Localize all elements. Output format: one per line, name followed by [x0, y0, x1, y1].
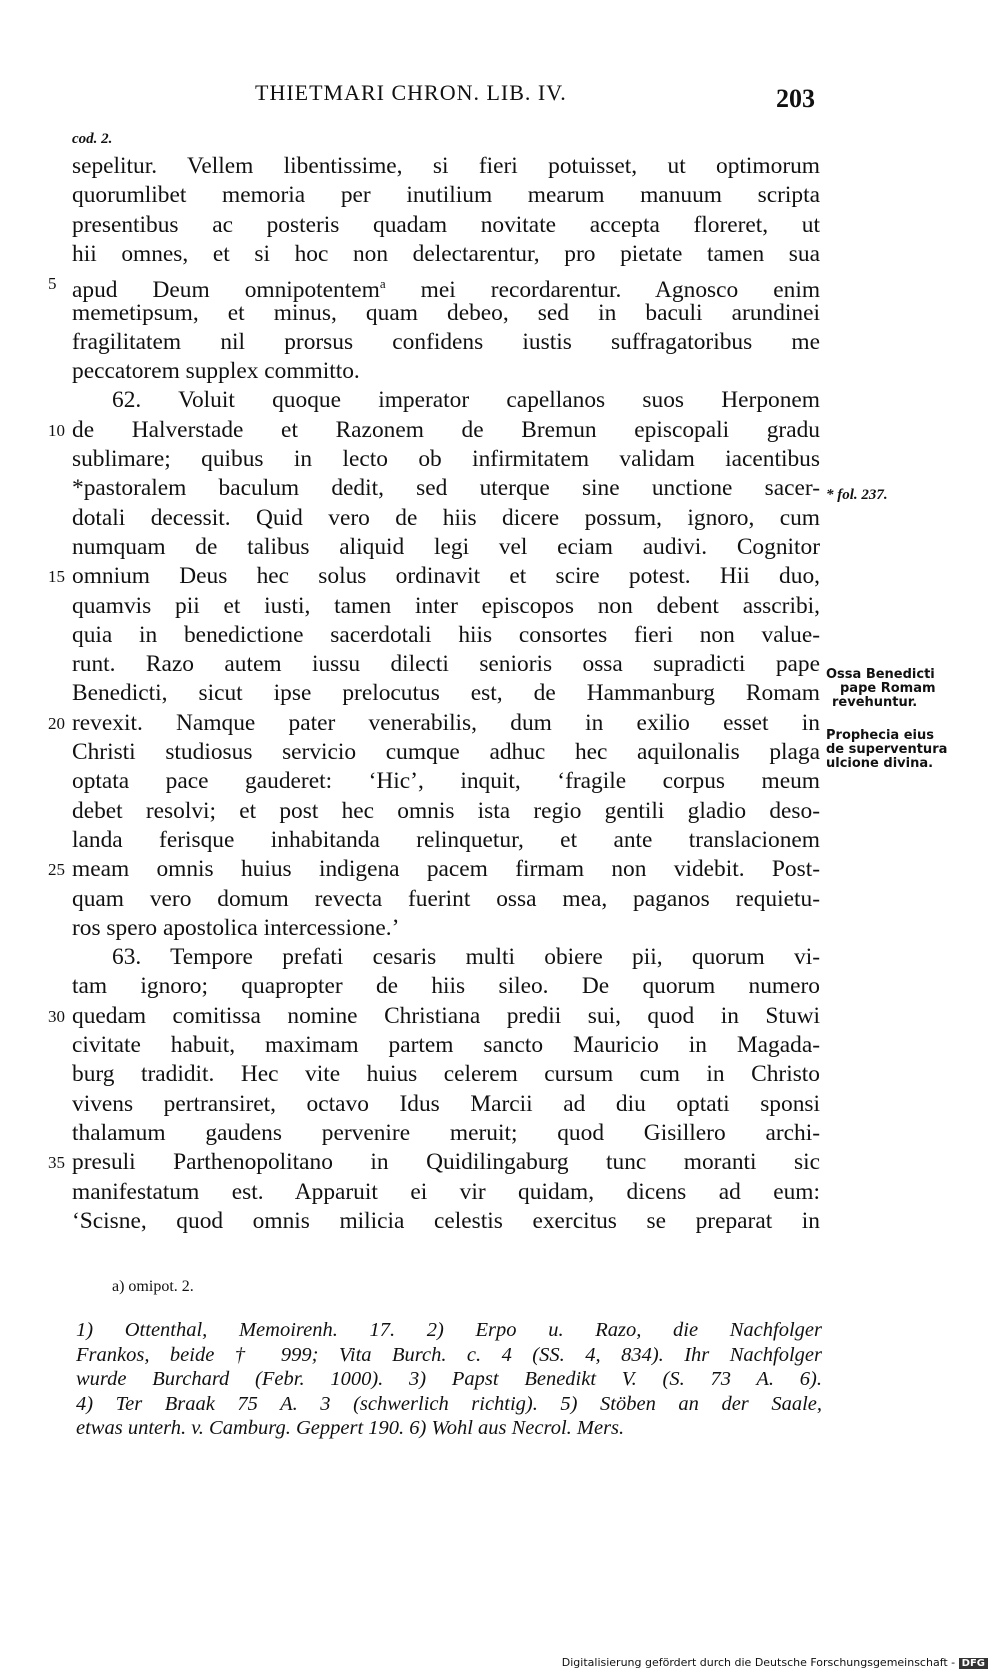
text-line: meam omnis huius indigena pacem firmam non videbit. Post- — [72, 856, 820, 883]
footnote-marker: a — [379, 276, 386, 292]
line-number: 20 — [48, 713, 65, 733]
text-line: presuli Parthenopolitano in Quidilingaburg tunc moranti sic — [72, 1149, 820, 1176]
folio-note: * fol. 237. — [826, 487, 888, 503]
text-line: dotali decessit. Quid vero de hiis dicere possum, ignoro, cum — [72, 504, 820, 531]
text-line: ros spero apostolica intercessione.’ — [72, 914, 400, 941]
text-line: landa ferisque inhabitanda relinquetur, et ante translacionem — [72, 826, 820, 853]
dfg-logo: DFG — [959, 1658, 988, 1669]
footnote-line: Frankos, beide † 999; Vita Burch. c. 4 (SS. 4, 834). Ihr Nachfolger — [76, 1343, 822, 1366]
footnote-line: 4) Ter Braak 75 A. 3 (schwerlich richtig). 5) Stöben an der Saale, — [76, 1392, 822, 1415]
line-number: 10 — [48, 420, 65, 440]
text-line: optata pace gauderet: ‘Hic’, inquit, ‘fragile corpus meum — [72, 768, 820, 795]
text-line: sublimare; quibus in lecto ob infirmitatem validam iacentibus — [72, 446, 820, 472]
apparatus-note: a) omipot. 2. — [112, 1278, 194, 1295]
text-line: omnium Deus hec solus ordinavit et scire potest. Hii duo, — [72, 563, 820, 590]
text-line: Benedicti, sicut ipse prelocutus est, de Hammanburg Romam — [72, 680, 820, 707]
running-title: THIETMARI CHRON. LIB. IV. — [255, 80, 567, 105]
footnotes — [76, 1318, 822, 1441]
text-line: memetipsum, et minus, quam debeo, sed in baculi arundinei — [72, 299, 820, 326]
line-number: 30 — [48, 1006, 65, 1026]
text-line: *pastoralem baculum dedit, sed uterque sine unctione sacer- — [72, 475, 820, 502]
text-line: peccatorem supplex committo. — [72, 358, 360, 385]
text-line: sepelitur. Vellem libentissime, si fieri potuisset, ut optimorum — [72, 153, 820, 179]
line-number: 35 — [48, 1153, 65, 1173]
text-line: hii omnes, et si hoc non delectarentur, pro pietate tamen sua — [72, 240, 820, 267]
text-line: revexit. Namque pater venerabilis, dum in exilio esset in — [72, 709, 820, 736]
text-line: de Halverstade et Razonem de Bremun episcopali gradu — [72, 416, 820, 443]
text-line: thalamum gaudens pervenire meruit; quod Gisillero archi- — [72, 1119, 820, 1146]
text-line: numquam de talibus aliquid legi vel eciam audivi. Cognitor — [72, 533, 820, 560]
text-line: apud Deum omnipotentem$^a$ mei recordarentur. Agnosco enim — [72, 276, 821, 303]
text-line: quorumlibet memoria per inutilium mearum manuum scripta — [72, 182, 820, 209]
text-line: quia in benedictione sacerdotali hiis consortes fieri non value- — [72, 621, 820, 648]
margin-note-ossa: Ossa Benedicti pape Romam revehuntur. — [826, 667, 936, 710]
text-line: civitate habuit, maximam partem sancto Mauricio in Magada- — [72, 1032, 820, 1058]
text-line: vivens pertransiret, octavo Idus Marcii ad diu optati sponsi — [72, 1090, 820, 1117]
text-line: manifestatum est. Apparuit ei vir quidam, dicens ad eum: — [72, 1178, 820, 1205]
section-start-62: 62. Voluit quoque imperator capellanos suos Herponem — [112, 387, 820, 414]
section-start-63: 63. Tempore prefati cesaris multi obiere pii, quorum vi- — [112, 944, 820, 971]
margin-note-prophecia: Prophecia eius de superventura ulcione divina. — [826, 728, 948, 771]
footnote-line: wurde Burchard (Febr. 1000). 3) Papst Benedikt V. (S. 73 A. 6). — [76, 1368, 822, 1390]
line-number: 25 — [48, 860, 65, 880]
text-line: burg tradidit. Hec vite huius celerem cursum cum in Christo — [72, 1061, 820, 1088]
footnote-line: 1) Ottenthal, Memoirenh. 17. 2) Erpo u. Razo, die Nachfolger — [76, 1319, 822, 1341]
text-line: runt. Razo autem iussu dilecti senioris ossa supradicti pape — [72, 651, 820, 678]
text-line: tam ignoro; quapropter de hiis sileo. De quorum numero — [72, 973, 820, 1000]
text-line: quamvis pii et iusti, tamen inter episcopos non debent asscribi, — [72, 592, 820, 619]
text-line: debet resolvi; et post hec omnis ista regio gentili gladio deso- — [72, 797, 820, 824]
line-number: 15 — [48, 567, 65, 587]
codex-note: cod. 2. — [72, 131, 113, 147]
line-number: 5 — [48, 274, 57, 294]
digitization-credit: Digitalisierung gefördert durch die Deutsche Forschungsgemeinschaft - DFG — [562, 1656, 988, 1669]
text-line: ‘Scisne, quod omnis milicia celestis exercitus se preparat in — [72, 1207, 820, 1234]
page-number: 203 — [776, 84, 815, 113]
text-line: presentibus ac posteris quadam novitate accepta floreret, ut — [72, 211, 820, 238]
text-line: Christi studiosus servicio cumque adhuc hec aquilonalis plaga — [72, 739, 820, 765]
footnote-line: etwas unterh. v. Camburg. Geppert 190. 6) Wohl aus Necrol. Mers. — [76, 1417, 625, 1439]
text-line: quedam comitissa nomine Christiana predii sui, quod in Stuwi — [72, 1002, 820, 1029]
text-line: quam vero domum revecta fuerint ossa mea, paganos requietu- — [72, 885, 820, 912]
running-header — [0, 80, 1000, 120]
text-line: fragilitatem nil prorsus confidens iustis suffragatoribus me — [72, 328, 820, 355]
